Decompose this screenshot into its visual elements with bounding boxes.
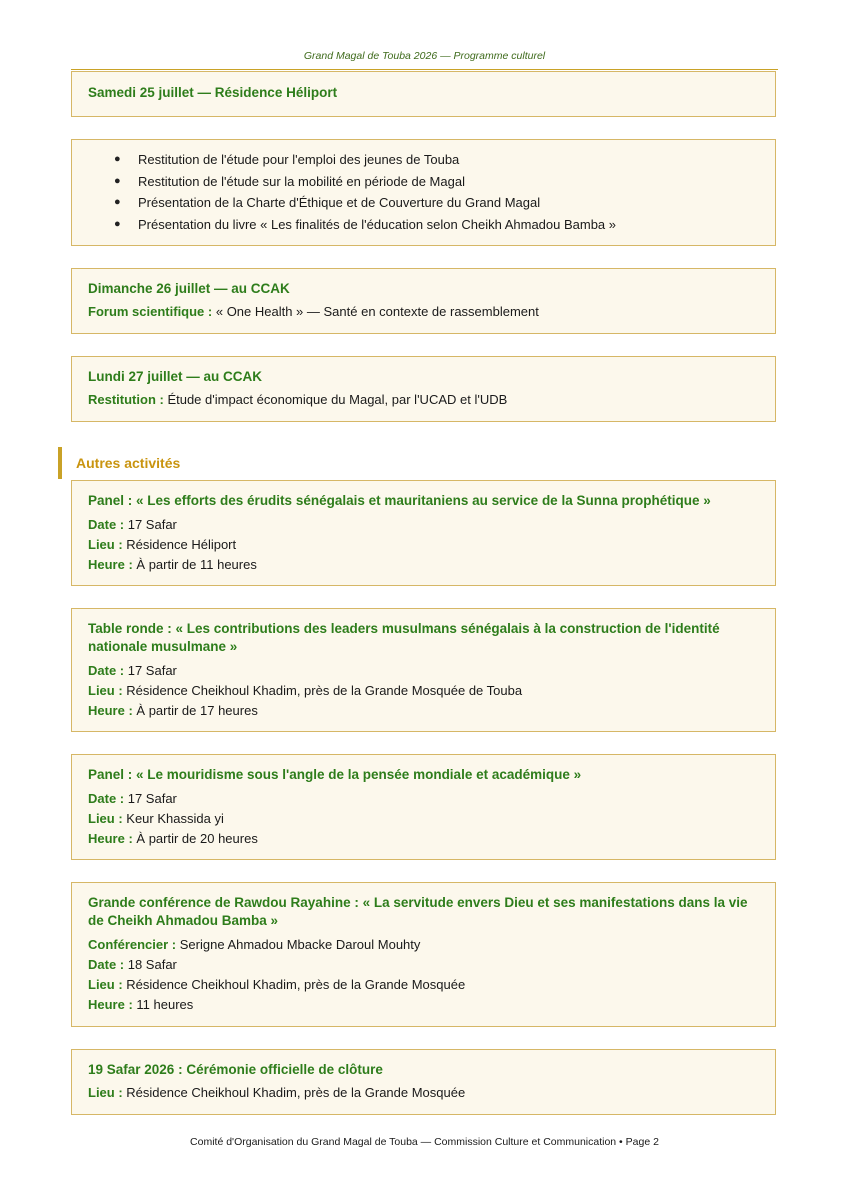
activity-box-2 (71, 608, 776, 732)
activity-date (88, 515, 759, 535)
header-divider (71, 69, 778, 70)
activity-box-1 (71, 480, 776, 586)
activity-date (88, 789, 759, 809)
section-heading (58, 447, 358, 479)
activity-date (88, 661, 759, 681)
heure-value: 11 heures (132, 997, 194, 1012)
activity-lieu (88, 681, 759, 701)
heure-label: Heure : (88, 557, 133, 572)
date-value: 17 Safar (124, 663, 177, 678)
activity-date (88, 955, 759, 975)
list-item: ● Restitution de l'étude sur la mobilité en période de Magal (88, 171, 759, 193)
restitution-text: Étude d'impact économique du Magal, par l'UCAD et l'UDB (163, 392, 508, 407)
lieu-label: Lieu : (88, 977, 123, 992)
saturday-title-box (71, 71, 776, 117)
lieu-label: Lieu : (88, 537, 123, 552)
date-label: Date : (88, 663, 125, 678)
heure-label: Heure : (88, 831, 133, 846)
sunday-detail (88, 302, 759, 322)
lieu-value: Résidence Cheikhoul Khadim, près de la Grande Mosquée de Touba (122, 683, 523, 698)
activity-box-3 (71, 754, 776, 860)
monday-detail (88, 390, 759, 410)
date-label: Date : (88, 957, 125, 972)
date-value: 17 Safar (124, 791, 177, 806)
page-footer: Comité d'Organisation du Grand Magal de Touba — Commission Culture et Communication • Page 2 (190, 1136, 659, 1148)
lieu-label: Lieu : (88, 811, 123, 826)
conferencier-label: Conférencier : (88, 937, 177, 952)
activity-conferencier (88, 935, 759, 955)
heure-value: À partir de 20 heures (132, 831, 258, 846)
restitution-label: Restitution : (88, 392, 164, 407)
activity-lieu (88, 809, 759, 829)
heure-label: Heure : (88, 703, 133, 718)
closing-lieu (88, 1083, 759, 1103)
sunday-box (71, 268, 776, 334)
forum-text: « One Health » — Santé en contexte de rassemblement (212, 304, 539, 319)
activity-heure (88, 995, 759, 1015)
list-item: ● Restitution de l'étude pour l'emploi des jeunes de Touba (88, 149, 759, 171)
saturday-title: Samedi 25 juillet — Résidence Héliport (88, 85, 338, 100)
monday-title: Lundi 27 juillet — au CCAK (88, 369, 263, 384)
forum-label: Forum scientifique : (88, 304, 213, 319)
activity-lieu (88, 535, 759, 555)
heure-label: Heure : (88, 997, 133, 1012)
activity-heure (88, 829, 759, 849)
lieu-value: Résidence Cheikhoul Khadim, près de la Grande Mosquée (122, 1085, 466, 1100)
lieu-value: Keur Khassida yi (122, 811, 224, 826)
sunday-title: Dimanche 26 juillet — au CCAK (88, 281, 290, 296)
activity-heure (88, 701, 759, 721)
heure-value: À partir de 17 heures (132, 703, 258, 718)
saturday-items-box (71, 139, 776, 246)
running-header: Grand Magal de Touba 2026 — Programme culturel (303, 50, 546, 62)
activity-title: Grande conférence de Rawdou Rayahine : « La servitude envers Dieu et ses manifestations dans la vie de Cheikh Ahmadou Bamba » (88, 895, 748, 928)
closing-box (71, 1049, 776, 1115)
activity-title: Panel : « Le mouridisme sous l'angle de la pensée mondiale et académique » (88, 767, 582, 782)
closing-title: 19 Safar 2026 : Cérémonie officielle de clôture (88, 1062, 383, 1077)
section-title: Autres activités (76, 455, 181, 471)
date-value: 18 Safar (124, 957, 177, 972)
list-item: ● Présentation de la Charte d'Éthique et de Couverture du Grand Magal (88, 192, 759, 214)
date-label: Date : (88, 791, 125, 806)
activity-lieu (88, 975, 759, 995)
monday-box (71, 356, 776, 422)
conferencier-value: Serigne Ahmadou Mbacke Daroul Mouhty (176, 937, 421, 952)
activity-heure (88, 555, 759, 575)
lieu-value: Résidence Héliport (122, 537, 237, 552)
lieu-label: Lieu : (88, 683, 123, 698)
saturday-items-list (88, 149, 759, 235)
activity-title: Panel : « Les efforts des érudits sénégalais et mauritaniens au service de la Sunna prophétique » (88, 493, 711, 508)
list-item: ● Présentation du livre « Les finalités de l'éducation selon Cheikh Ahmadou Bamba » (88, 214, 759, 236)
heure-value: À partir de 11 heures (132, 557, 257, 572)
lieu-value: Résidence Cheikhoul Khadim, près de la Grande Mosquée (122, 977, 466, 992)
date-value: 17 Safar (124, 517, 177, 532)
lieu-label: Lieu : (88, 1085, 123, 1100)
activity-box-4 (71, 882, 776, 1027)
activity-title: Table ronde : « Les contributions des leaders musulmans sénégalais à la construction de l'identité nationale musulmane » (88, 621, 720, 654)
date-label: Date : (88, 517, 125, 532)
